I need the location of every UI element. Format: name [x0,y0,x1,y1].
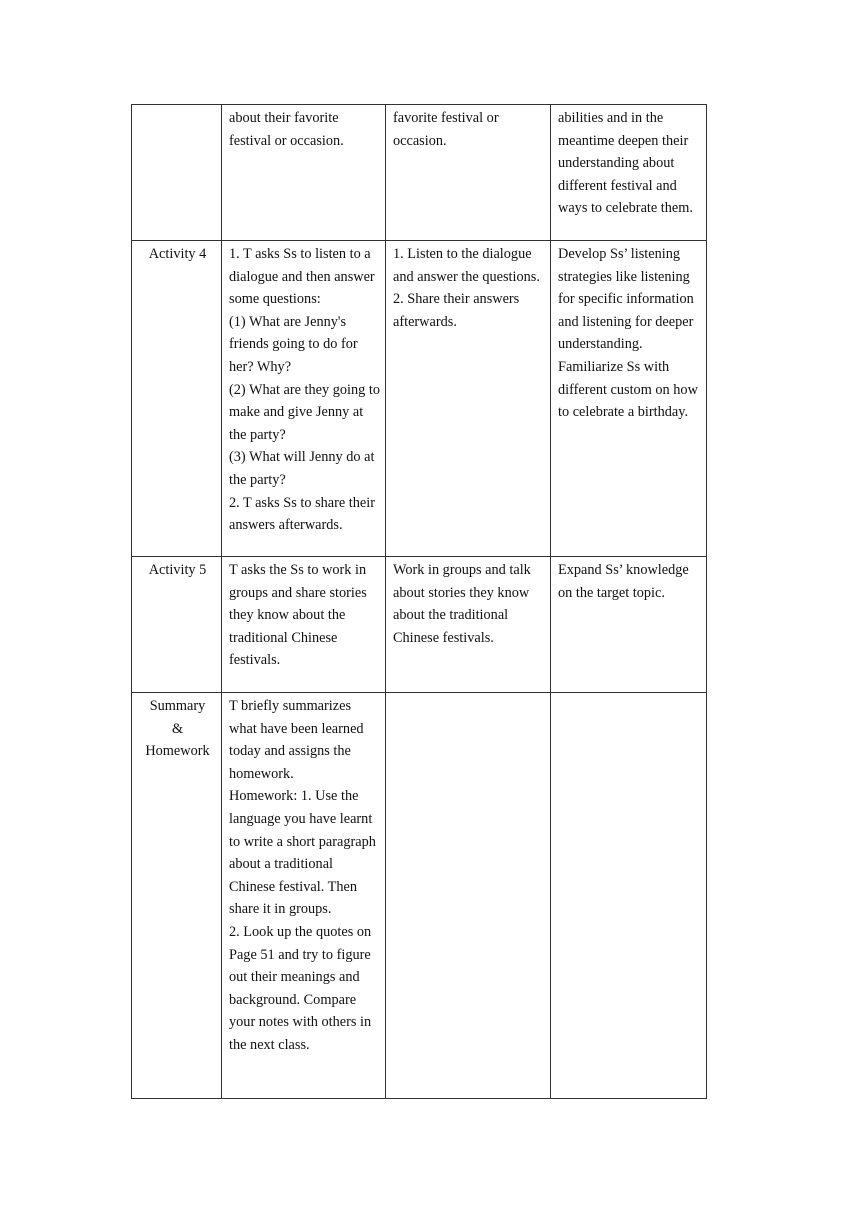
purpose-cell [551,241,707,557]
table-row-activity-5 [132,557,707,693]
stage-label: Summary & Homework [145,698,210,760]
cell-text: (3) What will Jenny do at the party? [229,449,375,488]
student-activity-cell [386,105,551,241]
teacher-activity-cell [222,105,386,241]
purpose-cell [551,693,707,1099]
cell-text: Develop Ss’ listening strategies like listening for specific information and listening for deeper understanding. [558,246,694,353]
cell-text: (1) What are Jenny's friends going to do for her? Why? [229,313,358,375]
stage-cell [132,105,222,241]
stage-label: Activity 5 [148,562,207,578]
stage-cell [132,557,222,693]
cell-text: Homework: 1. Use the language you have learnt to write a short paragraph about a traditional Chinese festival. Then share it in groups. [229,788,376,918]
cell-text: 2. T asks Ss to share their answers afterwards. [229,494,376,534]
table-row-continuation [132,105,707,241]
teacher-activity-cell [222,241,386,557]
purpose-cell [551,105,707,241]
stage-cell [132,241,222,557]
cell-text: Expand Ss’ knowledge on the target topic. [558,562,689,601]
cell-text: T asks the Ss to work in groups and share stories they know about the traditional Chinese festivals. [229,562,367,669]
teacher-activity-cell [222,693,386,1099]
cell-text: abilities and in the meantime deepen their understanding about different festival and ways to celebrate them. [558,110,693,217]
cell-text: 2. Look up the quotes on Page 51 and try to figure out their meanings and background. Compare your notes with others in the next class. [229,923,372,1053]
cell-text: T briefly summarizes what have been learned today and assigns the homework. [229,698,364,782]
lesson-plan-table [131,104,707,1099]
student-activity-cell [386,241,551,557]
table-row-activity-4 [132,241,707,557]
student-activity-cell [386,693,551,1099]
cell-text: 2. Share their answers afterwards. [393,291,520,330]
cell-text: Work in groups and talk about stories they know about the traditional Chinese festivals. [393,562,531,646]
cell-text: favorite festival or occasion. [393,110,499,149]
cell-text: 1. Listen to the dialogue and answer the questions. [393,246,540,285]
cell-text: (2) What are they going to make and give Jenny at the party? [229,381,380,443]
table-row-summary-homework [132,693,707,1099]
purpose-cell [551,557,707,693]
teacher-activity-cell [222,557,386,693]
stage-label: Activity 4 [148,246,207,262]
cell-text: about their favorite festival or occasion. [229,110,344,149]
cell-text: Familiarize Ss with different custom on how to celebrate a birthday. [558,358,698,421]
cell-text: 1. T asks Ss to listen to a dialogue and then answer some questions: [229,246,375,308]
stage-cell [132,693,222,1099]
student-activity-cell [386,557,551,693]
